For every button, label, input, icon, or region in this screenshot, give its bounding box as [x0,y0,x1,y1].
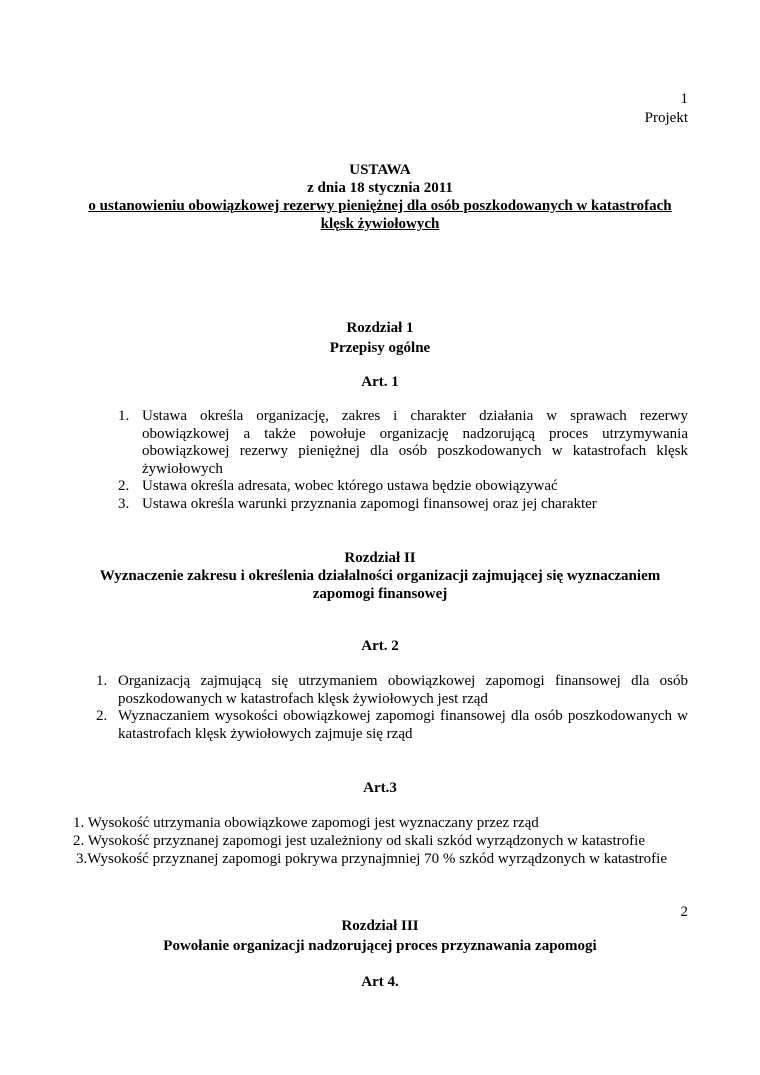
list-item: 1. Ustawa określa organizację, zakres i charakter działania w sprawach rezerwy obowiązkowej a także powołuje organizację nadzorującą proces utrzymywania obowiązkowej rezerwy pieniężnej dla osób poszkodowanych w katastrofach klęsk żywiołowych [118,408,688,477]
chapter-3-heading: Rozdział III [341,918,419,934]
article-3-line-3: 3.Wysokość przyznanej zapomogi pokrywa przynajmniej 70 % szkód wyrządzonych w katastrofie [76,851,667,867]
document-title-line1: o ustanowieniu obowiązkowej rezerwy pieniężnej dla osób poszkodowanych w katastrofach [88,198,672,214]
article-3-heading: Art.3 [363,780,397,796]
article-2-heading: Art. 2 [361,638,399,654]
chapter-3-subtitle: Powołanie organizacji nadzorującej proces przyznawania zapomogi [163,938,597,954]
list-item: 3. Ustawa określa warunki przyznania zapomogi finansowej oraz jej charakter [118,495,597,512]
page-number: 1 [680,91,688,107]
list-item: 2. Ustawa określa adresata, wobec którego ustawa będzie obowiązywać [118,478,558,494]
chapter-2-subtitle-line2: zapomogi finansowej [312,586,448,602]
article-1-list [118,408,688,513]
article-3-line-2: 2. Wysokość przyznanej zapomogi jest uzależniony od skali szkód wyrządzonych w katastrofie [73,833,645,849]
chapter-1-subtitle: Przepisy ogólne [329,340,431,356]
chapter-2-heading: Rozdział II [344,550,416,566]
article-2-list [96,673,688,743]
chapter-2-subtitle-line1: Wyznaczenie zakresu i określenia działalności organizacji zajmującej się wyznaczaniem [99,568,661,584]
page-number: 2 [680,904,688,920]
draft-label: Projekt [644,110,688,126]
document-date: z dnia 18 stycznia 2011 [307,180,453,196]
document-title-line2: klęsk żywiołowych [320,216,440,232]
list-item: 2. Wyznaczaniem wysokości obowiązkowej zapomogi finansowej dla osób poszkodowanych w katastrofach klęsk żywiołowych zajmuje się rząd [96,708,688,742]
document-type: USTAWA [349,162,411,178]
chapter-1-heading: Rozdział 1 [346,320,414,336]
list-item: 1. Organizacją zajmującą się utrzymaniem obowiązkowej zapomogi finansowej dla osób poszkodowanych w katastrofach klęsk żywiołowych jest rząd [96,673,688,707]
article-1-heading: Art. 1 [361,374,399,390]
article-4-heading: Art 4. [361,974,399,990]
article-3-line-1: 1. Wysokość utrzymania obowiązkowe zapomogi jest wyznaczany przez rząd [73,815,539,831]
